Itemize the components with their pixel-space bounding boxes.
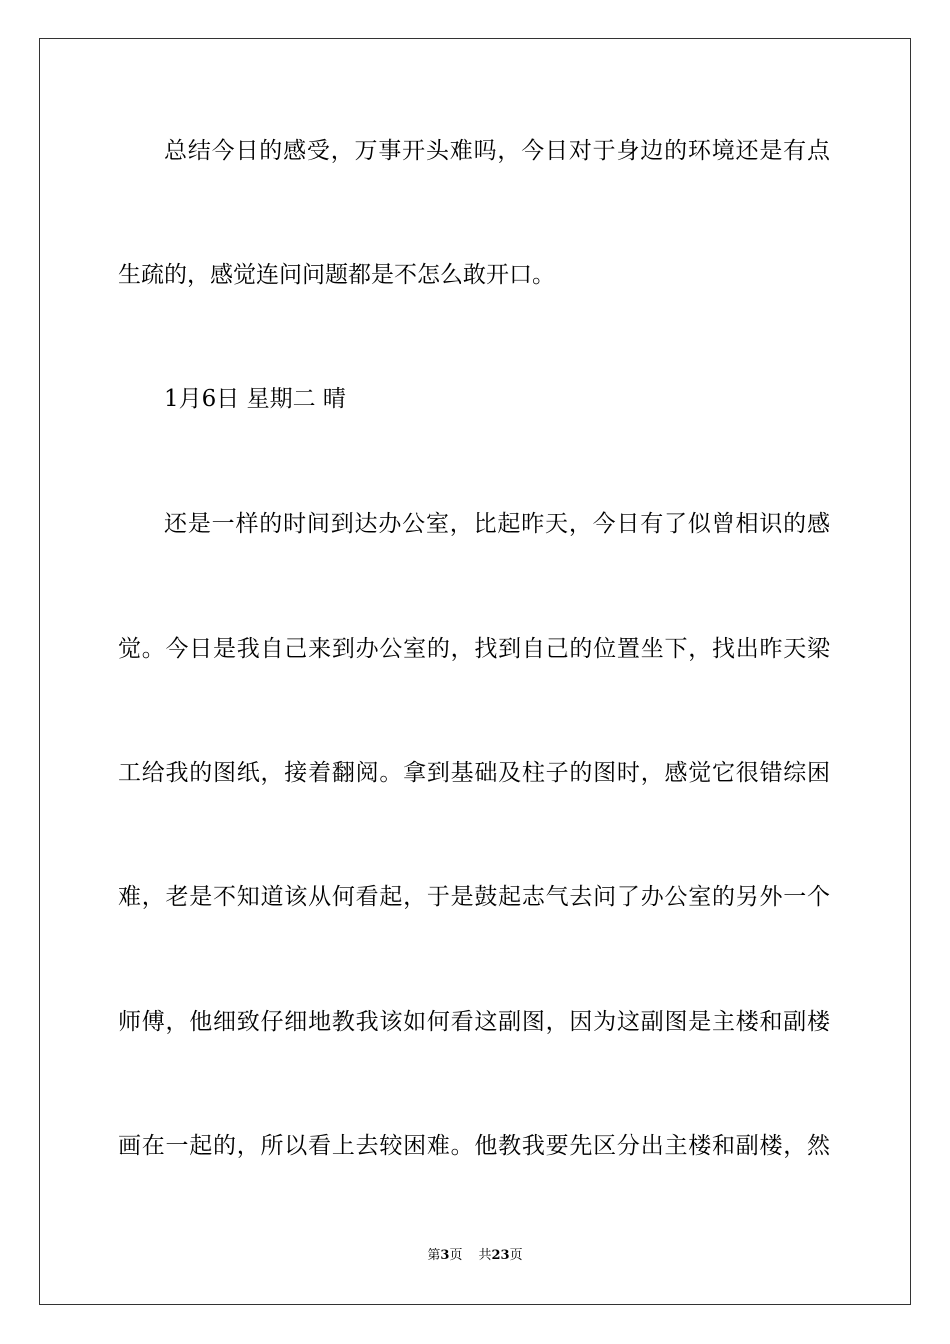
page-suffix: 页 bbox=[449, 1248, 463, 1263]
page-footer bbox=[0, 1247, 950, 1265]
paragraph-line: 生疏的，感觉连问问题都是不怎么敢开口。 bbox=[118, 262, 555, 288]
paragraph-line: 工给我的图纸，接着翻阅。拿到基础及柱子的图时，感觉它很错综困 bbox=[118, 760, 830, 786]
total-prefix: 共 bbox=[478, 1248, 492, 1263]
paragraph-line: 总结今日的感受，万事开头难吗，今日对于身边的环境还是有点 bbox=[164, 138, 830, 164]
date-heading: 1月6日 星期二 晴 bbox=[164, 386, 346, 412]
page-total: 23 bbox=[491, 1248, 510, 1263]
page-prefix: 第 bbox=[427, 1248, 441, 1263]
paragraph-line: 觉。今日是我自己来到办公室的，找到自己的位置坐下，找出昨天梁 bbox=[118, 636, 830, 662]
page-border bbox=[39, 38, 911, 1305]
paragraph-line: 还是一样的时间到达办公室，比起昨天，今日有了似曾相识的感 bbox=[164, 511, 830, 537]
paragraph-line: 师傅，他细致仔细地教我该如何看这副图，因为这副图是主楼和副楼 bbox=[118, 1009, 830, 1035]
paragraph-line: 画在一起的，所以看上去较困难。他教我要先区分出主楼和副楼，然 bbox=[118, 1133, 830, 1159]
paragraph-line: 难，老是不知道该从何看起，于是鼓起志气去问了办公室的另外一个 bbox=[118, 884, 830, 910]
page-current: 3 bbox=[440, 1248, 450, 1263]
total-suffix: 页 bbox=[509, 1248, 523, 1263]
